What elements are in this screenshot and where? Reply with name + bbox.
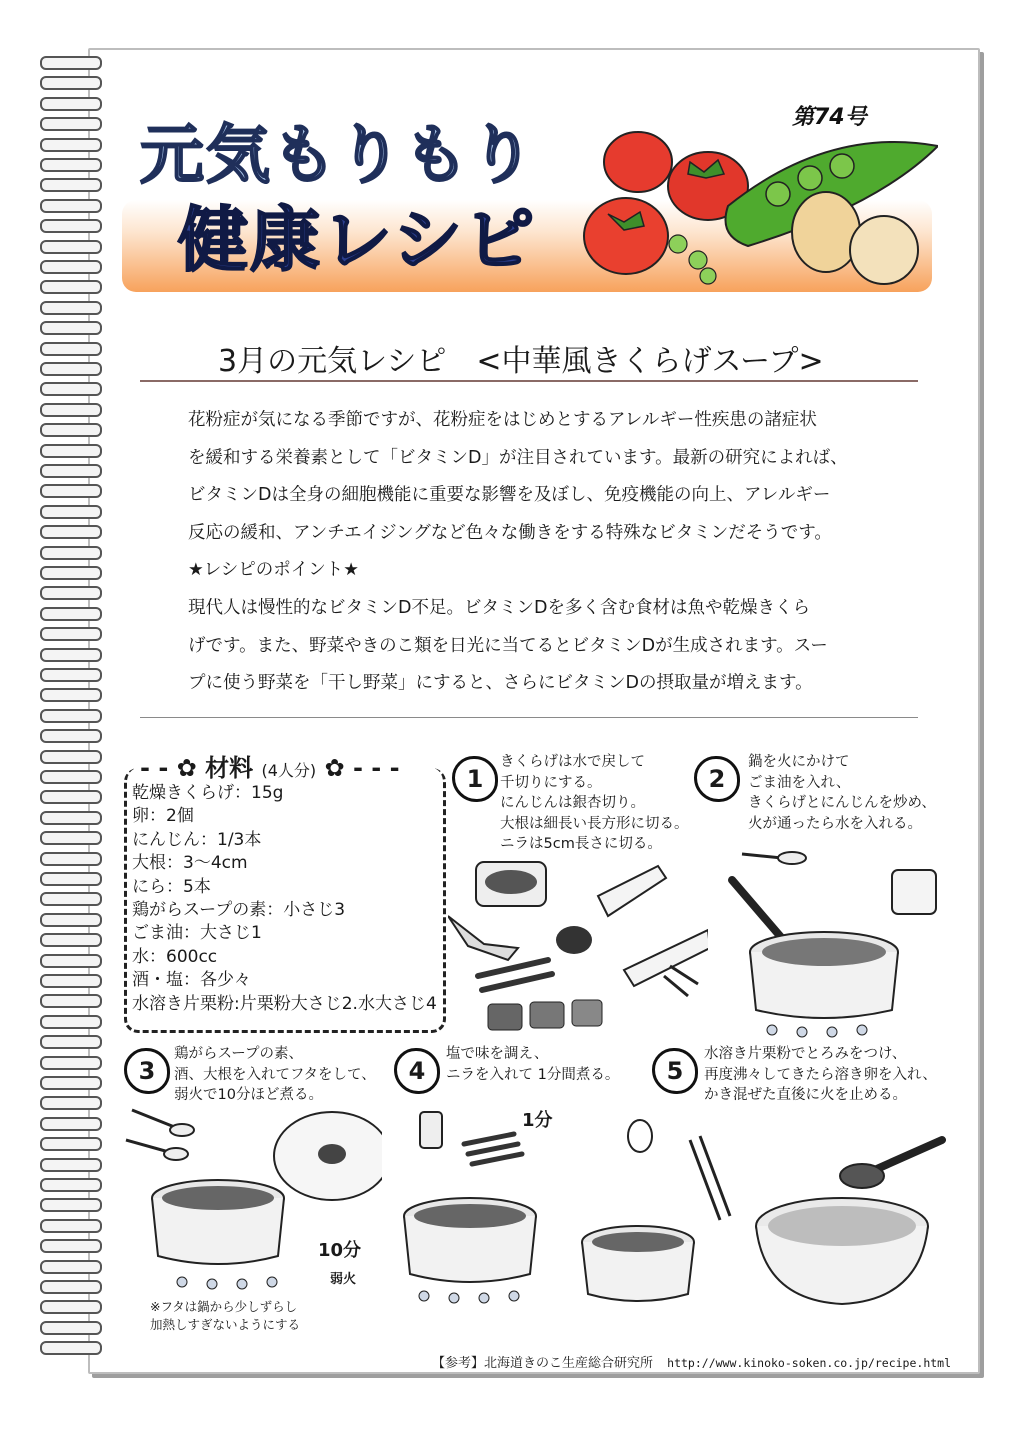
step-4-number: 4 [394, 1048, 440, 1094]
spiral-ring [40, 280, 102, 294]
spiral-ring [40, 1137, 102, 1151]
spiral-ring [40, 994, 102, 1008]
spiral-ring [40, 1321, 102, 1335]
spiral-ring [40, 403, 102, 417]
divider [140, 717, 918, 718]
spiral-ring [40, 1341, 102, 1355]
spiral-ring [40, 1056, 102, 1070]
step-2-number: 2 [694, 756, 740, 802]
issue-number: 第74号 [792, 105, 867, 130]
spiral-ring [40, 648, 102, 662]
spiral-ring [40, 627, 102, 641]
spiral-ring [40, 790, 102, 804]
ingredient-item: 水溶き片栗粉:片栗粉大さじ2.水大さじ4 [132, 993, 437, 1014]
flower-icon: ✿ - - - [316, 754, 400, 782]
step-line: 千切りにする。 [500, 774, 602, 791]
spiral-ring [40, 586, 102, 600]
step-2-illustration [712, 840, 952, 1040]
spiral-ring [40, 76, 102, 90]
spiral-ring [40, 668, 102, 682]
spiral-ring [40, 831, 102, 845]
spiral-ring [40, 158, 102, 172]
spiral-ring [40, 811, 102, 825]
spiral-ring [40, 852, 102, 866]
intro-text [188, 402, 888, 703]
step-line: 水溶き片栗粉でとろみをつけ、 [704, 1046, 907, 1062]
spiral-ring [40, 117, 102, 131]
step-line: かき混ぜた直後に火を止める。 [704, 1087, 907, 1103]
step-2-text [748, 752, 936, 834]
spiral-ring [40, 260, 102, 274]
step-line: ごま油を入れ、 [748, 774, 851, 791]
step-3-number: 3 [124, 1048, 170, 1094]
intro-line: を緩和する栄養素として「ビタミンD」が注目されています。最新の研究によれば、 [188, 447, 848, 468]
footer-url[interactable]: http://www.kinoko-soken.co.jp/recipe.html [667, 1356, 952, 1370]
step-line: きくらげとにんじんを炒め、 [748, 795, 936, 811]
spiral-ring [40, 892, 102, 906]
spiral-ring [40, 770, 102, 784]
ingredient-item: にら：5本 [132, 876, 211, 897]
spiral-ring [40, 321, 102, 335]
spiral-ring [40, 750, 102, 764]
footer-reference: 【参考】北海道きのこ生産総合研究所 [432, 1356, 654, 1371]
spiral-ring [40, 56, 102, 70]
vegetables-illustration [578, 126, 938, 296]
spiral-ring [40, 974, 102, 988]
step-1-number: 1 [452, 756, 498, 802]
spiral-ring [40, 933, 102, 947]
spiral-ring [40, 607, 102, 621]
spiral-ring [40, 219, 102, 233]
intro-line: 反応の緩和、アンチエイジングなど色々な働きをする特殊なビタミンだそうです。 [188, 522, 832, 543]
step-1-illustration [448, 856, 708, 1036]
step-5-bowl-illustration [752, 1130, 948, 1310]
step-line: きくらげは水で戻して [500, 754, 645, 770]
intro-line: 現代人は慢性的なビタミンD不足。ビタミンDを多く含む食材は魚や乾燥きくら [188, 597, 810, 618]
step-5-text [704, 1044, 937, 1106]
divider [140, 380, 918, 382]
intro-line: げです。また、野菜やきのこ類を日光に当てるとビタミンDが生成されます。スー [188, 635, 828, 656]
step-line: ニラは5cm長さに切る。 [500, 836, 662, 852]
footer [432, 1352, 951, 1371]
ingredients-title: 材料 [205, 754, 254, 782]
section-title: 3月の元気レシピ <中華風きくらげスープ> [218, 344, 824, 379]
step-line: 弱火で10分ほど煮る。 [174, 1087, 323, 1103]
intro-line: ビタミンDは全身の細胞機能に重要な影響を及ぼし、免疫機能の向上、アレルギー [188, 485, 831, 506]
ten-min-badge: 10分 [318, 1240, 362, 1261]
spiral-ring [40, 1219, 102, 1233]
step-line: 鶏がらスープの素、 [174, 1046, 304, 1062]
step-4-illustration [384, 1104, 564, 1304]
spiral-ring [40, 178, 102, 192]
servings: (4人分) [261, 761, 317, 780]
spiral-ring [40, 729, 102, 743]
title-line1: 元気もりもり [140, 119, 536, 193]
ingredient-item: にんじん：1/3本 [132, 829, 262, 850]
spiral-ring [40, 1239, 102, 1253]
step-5-pot-illustration [570, 1100, 750, 1320]
ingredient-item: 酒・塩：各少々 [132, 970, 251, 991]
spiral-ring [40, 1158, 102, 1172]
spiral-ring [40, 382, 102, 396]
spiral-binding [40, 56, 102, 1366]
spiral-ring [40, 913, 102, 927]
spiral-ring [40, 1035, 102, 1049]
ingredients-heading [134, 748, 406, 783]
spiral-ring [40, 444, 102, 458]
intro-line: プに使う野菜を「干し野菜」にすると、さらにビタミンDの摂取量が増えます。 [188, 673, 813, 694]
note-line: ※フタは鍋から少しずらし [150, 1299, 298, 1314]
ingredient-item: 鶏がらスープの素：小さじ3 [132, 900, 346, 921]
spiral-ring [40, 138, 102, 152]
spiral-ring [40, 342, 102, 356]
spiral-ring [40, 709, 102, 723]
spiral-ring [40, 872, 102, 886]
ingredient-item: 大根：3〜4cm [132, 853, 248, 874]
intro-line: ★レシピのポイント★ [188, 560, 359, 581]
spiral-ring [40, 362, 102, 376]
spiral-ring [40, 1260, 102, 1274]
step-line: 大根は細長い長方形に切る。 [500, 815, 689, 832]
step-line: 鍋を火にかけて [748, 754, 850, 770]
spiral-ring [40, 566, 102, 580]
spiral-ring [40, 1198, 102, 1212]
step-line: 再度沸々してきたら溶き卵を入れ、 [704, 1066, 937, 1083]
spiral-ring [40, 199, 102, 213]
step-1-text [500, 752, 689, 855]
spiral-ring [40, 1076, 102, 1090]
note [150, 1298, 300, 1334]
spiral-ring [40, 1178, 102, 1192]
ingredient-item: ごま油：大さじ1 [132, 923, 262, 944]
spiral-ring [40, 505, 102, 519]
intro-line: 花粉症が気になる季節ですが、花粉症をはじめとするアレルギー性疾患の諸症状 [188, 410, 817, 430]
step-5-number: 5 [652, 1048, 698, 1094]
ingredients-list [132, 782, 437, 1016]
step-line: 塩で味を調え、 [446, 1046, 549, 1062]
step-line: 火が通ったら水を入れる。 [748, 815, 922, 832]
spiral-ring [40, 954, 102, 968]
spiral-ring [40, 97, 102, 111]
spiral-ring [40, 464, 102, 478]
step-3-text [174, 1044, 376, 1106]
ingredient-item: 卵：2個 [132, 806, 194, 827]
spiral-ring [40, 484, 102, 498]
step-line: にんじんは銀杏切り。 [500, 795, 645, 811]
step-line: 酒、大根を入れてフタをして、 [174, 1066, 376, 1083]
title-line2: 健康レシピ [178, 199, 537, 281]
low-heat-label: 弱火 [330, 1272, 357, 1287]
ingredient-item: 乾燥きくらげ：15g [132, 783, 284, 803]
spiral-ring [40, 1117, 102, 1131]
spiral-ring [40, 688, 102, 702]
note-line: 加熱しすぎないようにする [150, 1317, 301, 1332]
spiral-ring [40, 1300, 102, 1314]
ingredient-item: 水：600cc [132, 946, 218, 967]
spiral-ring [40, 240, 102, 254]
spiral-ring [40, 423, 102, 437]
spiral-ring [40, 546, 102, 560]
spiral-ring [40, 1280, 102, 1294]
flower-icon: - - ✿ [140, 754, 206, 782]
step-4-text [446, 1044, 619, 1085]
one-min-badge: 1分 [522, 1110, 553, 1131]
spiral-ring [40, 1015, 102, 1029]
spiral-ring [40, 1096, 102, 1110]
spiral-ring [40, 301, 102, 315]
step-line: ニラを入れて 1分間煮る。 [446, 1066, 620, 1083]
spiral-ring [40, 525, 102, 539]
